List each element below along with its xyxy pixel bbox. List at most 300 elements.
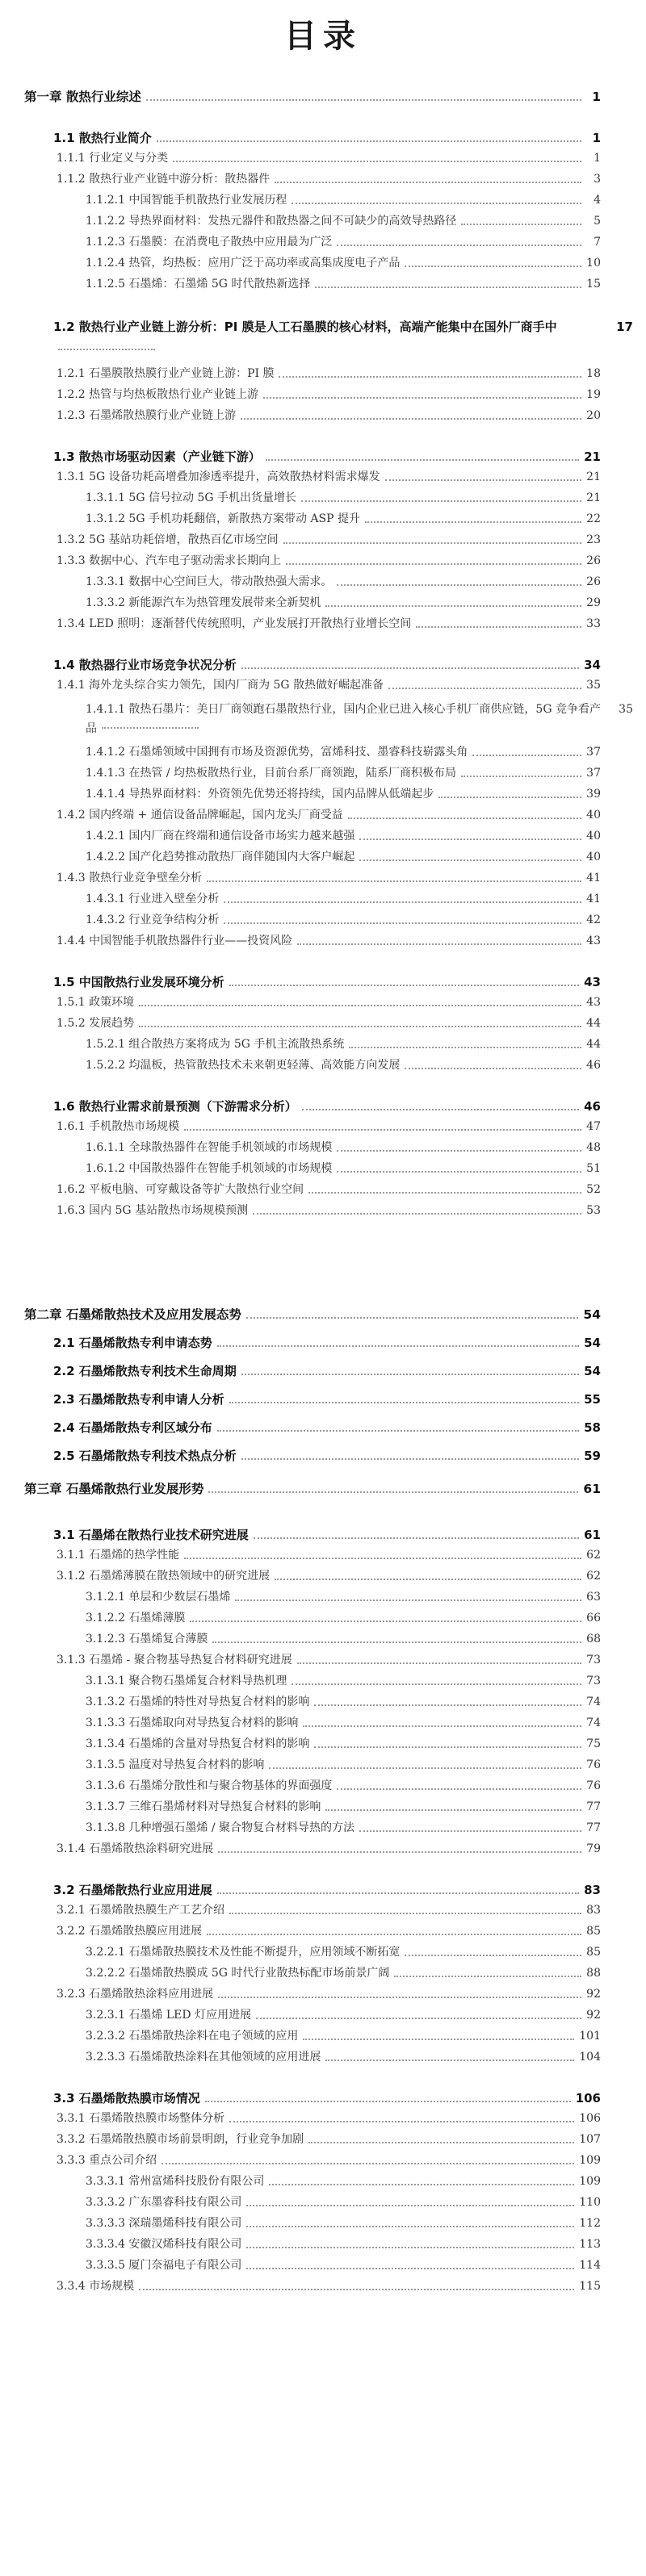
toc-entry-page-number: 53 <box>586 1204 601 1217</box>
toc-entry-l3[interactable] <box>0 935 646 948</box>
toc-entry-title: 3.1.3.6 石墨烯分散性和与聚合物基体的界面强度 <box>86 1779 333 1792</box>
toc-entry-l4[interactable] <box>0 1717 646 1730</box>
toc-entry-title: 3.1.2.1 单层和少数层石墨烯 <box>86 1591 231 1604</box>
toc-entry-l4[interactable] <box>0 1967 646 1980</box>
toc-entry-title: 3.1.3.2 石墨烯的特性对导热复合材料的影响 <box>86 1696 310 1708</box>
dot-leader <box>208 1491 578 1493</box>
dot-leader <box>139 2289 574 2290</box>
toc-entry-chapter[interactable] <box>0 1482 646 1496</box>
toc-entry-title: 1.4.1.3 在热管 / 均热板散热行业，目前台系厂商领跑，陆系厂商积极布局 <box>86 767 457 780</box>
toc-entry-title: 1.2 散热行业产业链上游分析：PI 膜是人工石墨膜的核心材料，高端产能集中在国外厂商手中 <box>53 320 557 334</box>
toc-entry-title: 3.2.3.1 石墨烯 LED 灯应用进展 <box>86 2009 252 2022</box>
toc-entry-l4[interactable] <box>0 914 646 927</box>
toc-entry-title: 1.6.1.1 全球散热器件在智能手机领域的市场规模 <box>86 1141 333 1154</box>
toc-entry-page-number: 35 <box>586 679 601 692</box>
dot-leader <box>253 1213 581 1215</box>
toc-entry-title: 3.3.3.4 安徽汉烯科技有限公司 <box>86 2238 242 2251</box>
toc-entry-l2[interactable] <box>0 1336 646 1350</box>
dot-leader <box>246 2268 574 2269</box>
toc-entry-page-number: 46 <box>586 1059 601 1072</box>
toc-entry-page-number: 115 <box>579 2280 601 2293</box>
toc-entry-l4[interactable] <box>0 1162 646 1176</box>
toc-entry-page-number: 85 <box>586 1925 601 1938</box>
toc-entry-page-number: 83 <box>586 1904 601 1917</box>
dot-leader <box>275 182 581 183</box>
toc-entry-l4[interactable] <box>0 1821 646 1835</box>
toc-entry-title: 1.4.1.4 导热界面材料：外资领先优势还将持续，国内品牌从低端起步 <box>86 788 434 801</box>
toc-entry-title: 1.3.1.2 5G 手机功耗翻倍，新散热方案带动 ASP 提升 <box>86 512 360 525</box>
dot-leader <box>241 1374 579 1375</box>
toc-entry-l3[interactable] <box>0 1017 646 1031</box>
toc-entry-page-number: 43 <box>584 975 601 989</box>
toc-entry-page-number: 54 <box>583 1307 601 1322</box>
toc-entry-title: 1.3.3 数据中心、汽车电子驱动需求长期向上 <box>57 554 282 567</box>
toc-entry-l4[interactable] <box>0 2175 646 2189</box>
toc-entry-page-number: 33 <box>586 617 601 630</box>
toc-entry-l4[interactable] <box>0 2196 646 2210</box>
toc-entry-page-number: 61 <box>584 1528 601 1542</box>
toc-entry-page-number: 106 <box>579 2112 601 2125</box>
toc-entry-page-number: 62 <box>586 1570 601 1583</box>
dot-leader <box>292 1683 581 1685</box>
toc-entry-page-number: 92 <box>586 2009 601 2022</box>
toc-entry-page-number: 76 <box>586 1758 601 1771</box>
toc-entry-page-number: 42 <box>586 914 601 926</box>
toc-entry-l3[interactable] <box>0 872 646 885</box>
dot-leader <box>337 1171 581 1173</box>
toc-entry-page-number: 61 <box>583 1482 601 1496</box>
toc-entry-title: 1.5.2 发展趋势 <box>57 1017 135 1030</box>
toc-entry-l4[interactable] <box>0 596 646 610</box>
toc-entry-l3[interactable] <box>0 1654 646 1667</box>
toc-entry-l3[interactable] <box>0 1549 646 1562</box>
toc-entry-title: 3.1.3.7 三维石墨烯材料对导热复合材料的影响 <box>86 1800 321 1813</box>
toc-entry-l4[interactable] <box>0 1779 646 1793</box>
toc-entry-title: 3.3.3.2 广东墨睿科技有限公司 <box>86 2196 242 2209</box>
toc-entry-title: 3.3.3.1 常州富烯科技股份有限公司 <box>86 2175 265 2188</box>
dot-leader <box>184 1129 581 1131</box>
toc-entry-l4[interactable] <box>0 2030 646 2043</box>
toc-entry-page-number: 3 <box>594 173 601 186</box>
dot-leader <box>337 1150 581 1152</box>
toc-entry-page-number: 20 <box>586 409 601 422</box>
toc-entry-l4[interactable] <box>0 1633 646 1646</box>
toc-entry-title: 3.2.3.2 石墨烯散热涂料在电子领域的应用 <box>86 2030 299 2043</box>
toc-entry-page-number: 48 <box>586 1141 601 1154</box>
dot-leader <box>139 1005 581 1006</box>
toc-entry-page-number: 37 <box>586 746 601 759</box>
toc-entry-l2[interactable] <box>0 1393 646 1407</box>
toc-entry-title: 1.2.2 热管与均热板散热行业产业链上游 <box>57 388 259 401</box>
dot-leader <box>58 349 155 350</box>
toc-entry-title: 3.1.3.5 温度对导热复合材料的影响 <box>86 1758 265 1771</box>
toc-entry-page-number: 10 <box>586 257 601 270</box>
toc-entry-title: 1.4.1.1 散热石墨片：美日厂商领跑石墨散热行业，国内企业已进入核心手机厂商供应链，5G 竞争看产品 <box>86 703 601 735</box>
dot-leader <box>246 2247 574 2248</box>
toc-entry-l4[interactable] <box>0 215 646 228</box>
toc-entry-page-number: 41 <box>586 893 601 905</box>
toc-entry-title: 1.3.2 5G 基站功耗倍增，散热百亿市场空间 <box>57 533 279 546</box>
toc-entry-l4[interactable] <box>0 830 646 843</box>
toc-entry-l4[interactable] <box>0 1675 646 1688</box>
toc-entry-page-number: 43 <box>586 996 601 1009</box>
toc-entry-page-number: 43 <box>586 935 601 947</box>
toc-entry-title: 3.2.3.3 石墨烯散热涂料在其他领域的应用进展 <box>86 2051 321 2064</box>
dot-leader <box>359 859 581 861</box>
dot-leader <box>388 688 581 689</box>
toc-entry-chapter[interactable] <box>0 1308 646 1322</box>
toc-entry-title: 1.1.2 散热行业产业链中游分析：散热器件 <box>57 173 271 186</box>
toc-entry-title: 1.4.2 国内终端 + 通信设备品牌崛起，国内龙头厂商受益 <box>57 809 343 822</box>
toc-entry-title: 1.5.2.1 组合散热方案将成为 5G 手机主流散热系统 <box>86 1038 345 1051</box>
toc-entry-l3[interactable] <box>0 809 646 822</box>
dot-leader <box>286 563 581 565</box>
dot-leader <box>302 1109 579 1110</box>
dot-leader <box>405 1955 581 1956</box>
toc-entry-title: 1.4.3.2 行业竞争结构分析 <box>86 914 220 926</box>
dot-leader <box>337 584 581 586</box>
toc-entry-page-number: 1 <box>592 90 601 104</box>
toc-entry-l2[interactable] <box>0 2092 646 2106</box>
toc-entry-title: 3.1.3.3 石墨烯取向对导热复合材料的影响 <box>86 1717 299 1729</box>
toc-entry-page-number: 40 <box>586 851 601 864</box>
page-title: 目录 <box>284 18 362 55</box>
toc-entry-page-number: 19 <box>586 388 601 401</box>
toc-entry-l4[interactable] <box>0 2238 646 2252</box>
toc-entry-l2[interactable] <box>0 659 646 672</box>
toc-entry-page-number: 66 <box>586 1612 601 1625</box>
toc-entry-l3[interactable] <box>0 1120 646 1134</box>
dot-leader <box>297 943 581 945</box>
toc-entry-l3[interactable] <box>0 2154 646 2168</box>
toc-entry-page-number: 113 <box>579 2238 601 2251</box>
toc-entry-l4[interactable] <box>0 278 646 291</box>
toc-entry-title: 1.1.2.4 热管，均热板：应用广泛于高功率或高集成度电子产品 <box>86 257 401 270</box>
dot-leader <box>263 397 581 399</box>
toc-entry-page-number: 47 <box>586 1120 601 1133</box>
toc-entry-l4[interactable] <box>0 1141 646 1155</box>
toc-entry-chapter[interactable] <box>0 90 646 104</box>
toc-entry-page-number: 79 <box>586 1842 601 1855</box>
toc-entry-l3[interactable] <box>0 470 646 484</box>
dot-leader <box>303 2039 574 2040</box>
toc-entry-page-number: 59 <box>584 1449 601 1463</box>
toc-entry-l2[interactable] <box>0 1100 646 1114</box>
toc-entry-l3[interactable] <box>0 617 646 631</box>
toc-entry-page-number: 104 <box>579 2051 601 2064</box>
toc-entry-l4[interactable] <box>0 236 646 249</box>
toc-entry-page-number: 63 <box>586 1591 601 1604</box>
toc-entry-l4[interactable] <box>0 2217 646 2231</box>
toc-entry-title: 3.1.2.2 石墨烯薄膜 <box>86 1612 186 1625</box>
toc-entry-page-number: 109 <box>579 2175 601 2188</box>
toc-entry-page-number: 68 <box>586 1633 601 1646</box>
toc-entry-title: 3.2.2.1 石墨烯散热膜技术及性能不断提升，应用领域不断拓宽 <box>86 1946 401 1959</box>
toc-entry-l4[interactable] <box>0 1059 646 1073</box>
toc-entry-page-number: 26 <box>586 575 601 588</box>
toc-entry-l3[interactable] <box>0 1842 646 1856</box>
dot-leader <box>275 1579 581 1580</box>
dot-leader <box>472 755 581 756</box>
toc-entry-title: 1.5 中国散热行业发展环境分析 <box>53 976 224 989</box>
toc-entry-title: 2.1 石墨烯散热专利申请态势 <box>53 1336 212 1350</box>
toc-entry-l3[interactable] <box>0 554 646 568</box>
toc-entry-l3[interactable] <box>0 388 646 402</box>
toc-entry-l2[interactable] <box>0 1528 646 1542</box>
dot-leader <box>229 2121 574 2122</box>
toc-entry-page-number: 21 <box>586 491 601 504</box>
toc-entry-l3[interactable] <box>0 173 646 186</box>
dot-leader <box>325 2060 574 2061</box>
toc-entry-title: 3.3.4 市场规模 <box>57 2280 135 2293</box>
toc-entry-l2[interactable] <box>0 1421 646 1435</box>
toc-entry-l3[interactable] <box>0 2112 646 2126</box>
dot-leader <box>314 1746 581 1748</box>
toc-entry-l3[interactable] <box>0 2133 646 2147</box>
toc-entry-title: 1.3.3.2 新能源汽车为热管理发展带来全新契机 <box>86 596 321 609</box>
toc-entry-page-number: 110 <box>579 2196 601 2209</box>
toc-entry-title: 3.1.3.8 几种增强石墨烯 / 聚合物复合材料导热的方法 <box>86 1821 355 1834</box>
toc-entry-title: 3.1.4 石墨烯散热涂料研究进展 <box>57 1842 214 1855</box>
toc-entry-l4[interactable] <box>0 700 646 738</box>
toc-entry-title: 3.3.3.3 深瑞墨烯科技有限公司 <box>86 2217 242 2230</box>
dot-leader <box>190 1620 581 1622</box>
toc-entry-page-number: 54 <box>584 1336 601 1350</box>
dot-leader <box>241 418 581 420</box>
toc-entry-l4[interactable] <box>0 257 646 270</box>
toc-entry-page-number: 7 <box>594 236 601 249</box>
dot-leader <box>394 1976 581 1977</box>
dot-leader <box>385 479 581 481</box>
toc-entry-l4[interactable] <box>0 893 646 906</box>
toc-entry-l3[interactable] <box>0 533 646 547</box>
dot-leader <box>207 880 581 882</box>
toc-entry-title: 1.4.4 中国智能手机散热器件行业——投资风险 <box>57 935 293 947</box>
toc-entry-page-number: 73 <box>586 1675 601 1687</box>
dot-leader <box>218 1851 581 1853</box>
toc-entry-page-number: 54 <box>584 1364 601 1378</box>
toc-entry-page-number: 26 <box>586 554 601 567</box>
toc-entry-title: 3.3.3 重点公司介绍 <box>57 2154 157 2167</box>
toc-entry-title: 1.3.1.1 5G 信号拉动 5G 手机出货量增长 <box>86 491 296 504</box>
dot-leader <box>235 1600 581 1601</box>
toc-entry-page-number: 107 <box>579 2133 601 2146</box>
toc-entry-page-number: 109 <box>579 2154 601 2167</box>
toc-entry-page-number: 83 <box>584 1883 601 1897</box>
toc-entry-page-number: 76 <box>586 1779 601 1792</box>
toc-entry-l4[interactable] <box>0 1738 646 1751</box>
toc-entry-l2[interactable] <box>0 976 646 989</box>
toc-entry-title: 第二章 石墨烯散热技术及应用发展态势 <box>24 1308 241 1322</box>
dot-leader <box>405 266 581 267</box>
toc-entry-l3[interactable] <box>0 2280 646 2294</box>
toc-entry-l4[interactable] <box>0 2009 646 2022</box>
toc-entry-page-number: 40 <box>586 830 601 843</box>
toc-entry-l3[interactable] <box>0 152 646 165</box>
toc-entry-title: 1.2.1 石墨膜散热膜行业产业链上游：PI 膜 <box>57 367 275 380</box>
toc-entry-l4[interactable] <box>0 2259 646 2273</box>
dot-leader <box>217 1892 579 1894</box>
dot-leader <box>314 1704 581 1706</box>
toc-entry-page-number: 58 <box>584 1420 601 1435</box>
toc-entry-page-number: 114 <box>579 2259 601 2272</box>
dot-leader <box>365 521 581 523</box>
toc-entry-title: 1.5.1 政策环境 <box>57 996 135 1009</box>
dot-leader <box>102 727 199 729</box>
toc-entry-title: 1.4.1.2 石墨烯领域中国拥有市场及资源优势，富烯科技、墨睿科技崭露头角 <box>86 746 468 759</box>
dot-leader <box>349 1047 581 1048</box>
dot-leader <box>217 1430 579 1432</box>
toc-entry-l4[interactable] <box>0 491 646 505</box>
dot-leader <box>246 1317 579 1319</box>
dot-leader <box>461 776 581 777</box>
toc-entry-title: 3.1.1 石墨烯的热学性能 <box>57 1549 180 1562</box>
toc-entry-title: 3.1 石墨烯在散热行业技术研究进展 <box>53 1528 249 1542</box>
toc-entry-l4[interactable] <box>0 788 646 801</box>
dot-leader <box>157 140 581 142</box>
toc-entry-title: 1.6.1.2 中国散热器件在智能手机领域的市场规模 <box>86 1162 333 1175</box>
dot-leader <box>218 1997 581 1998</box>
toc-entry-title: 1.6.2 平板电脑、可穿戴设备等扩大散热行业空间 <box>57 1183 304 1196</box>
dot-leader <box>325 1809 581 1811</box>
toc-entry-l3[interactable] <box>0 1988 646 2001</box>
dot-leader <box>184 1558 581 1559</box>
toc-entry-title: 2.5 石墨烯散热专利技术热点分析 <box>53 1449 237 1463</box>
dot-leader <box>224 901 581 903</box>
dot-leader <box>224 922 581 924</box>
dot-leader <box>205 2101 571 2102</box>
toc-entry-l4[interactable] <box>0 1758 646 1772</box>
toc-entry-page-number: 5 <box>594 215 601 228</box>
toc-entry-l2[interactable] <box>0 132 646 145</box>
toc-entry-page-number: 44 <box>586 1017 601 1030</box>
dot-leader <box>139 1026 581 1027</box>
dot-leader <box>207 1934 581 1935</box>
toc-entry-title: 1.4.2.1 国内厂商在终端和通信设备市场实力越来越强 <box>86 830 355 843</box>
toc-entry-page-number: 52 <box>586 1183 601 1196</box>
toc-entry-title: 3.3.1 石墨烯散热膜市场整体分析 <box>57 2112 225 2125</box>
toc-entry-l3[interactable] <box>0 1183 646 1197</box>
toc-entry-l4[interactable] <box>0 1800 646 1814</box>
toc-entry-l2[interactable] <box>0 1449 646 1463</box>
toc-entry-l2[interactable] <box>0 316 646 361</box>
toc-entry-title: 第一章 散热行业综述 <box>24 90 141 104</box>
toc-entry-l4[interactable] <box>0 1946 646 1959</box>
dot-leader <box>315 286 581 288</box>
toc-entry-l3[interactable] <box>0 679 646 692</box>
toc-entry-page-number: 37 <box>586 767 601 780</box>
toc-entry-title: 3.1.2 石墨烯薄膜在散热领域中的研究进展 <box>57 1570 271 1583</box>
dot-leader <box>217 1345 579 1347</box>
dot-leader <box>229 1402 579 1403</box>
toc-entry-title: 2.3 石墨烯散热专利申请人分析 <box>53 1393 224 1407</box>
toc-entry-title: 3.1.3.4 石墨烯的含量对导热复合材料的影响 <box>86 1738 310 1750</box>
toc-entry-title: 1.1.2.1 中国智能手机散热行业发展历程 <box>86 194 287 207</box>
toc-entry-title: 3.2.2 石墨烯散热膜应用进展 <box>57 1925 203 1938</box>
toc-entry-l4[interactable] <box>0 1038 646 1052</box>
toc-entry-page-number: 41 <box>586 872 601 884</box>
dot-leader <box>279 376 581 378</box>
toc-entry-title: 3.2.1 石墨烯散热膜生产工艺介绍 <box>57 1904 225 1917</box>
toc-entry-page-number: 75 <box>586 1738 601 1750</box>
toc-entry-l3[interactable] <box>0 1925 646 1938</box>
toc-entry-l2[interactable] <box>0 1884 646 1897</box>
toc-entry-l4[interactable] <box>0 767 646 780</box>
toc-entry-page-number: 1 <box>594 152 601 165</box>
toc-entry-title: 1.1 散热行业简介 <box>53 132 152 145</box>
toc-entry-title: 1.3.1 5G 设备功耗高增叠加渗透率提升，高效散热材料需求爆发 <box>57 470 380 483</box>
toc-entry-page-number: 85 <box>586 1946 601 1959</box>
toc-entry-l3[interactable] <box>0 1204 646 1218</box>
toc-entry-title: 1.4.3.1 行业进入壁垒分析 <box>86 893 220 905</box>
toc-entry-page-number: 17 <box>616 320 633 334</box>
toc-entry-page-number: 73 <box>586 1654 601 1666</box>
toc-entry-title: 3.3 石墨烯散热膜市场情况 <box>53 2092 200 2106</box>
toc-entry-title: 第三章 石墨烯散热行业发展形势 <box>24 1482 204 1496</box>
toc-entry-title: 3.2 石墨烯散热行业应用进展 <box>53 1884 212 1897</box>
toc-entry-title: 1.5.2.2 均温板，热管散热技术未来朝更轻薄、高效能方向发展 <box>86 1059 401 1072</box>
dot-leader <box>162 2163 574 2164</box>
toc-entry-l3[interactable] <box>0 367 646 381</box>
toc-entry-page-number: 35 <box>619 703 633 716</box>
dot-leader <box>266 459 579 461</box>
toc-entry-l4[interactable] <box>0 575 646 589</box>
toc-entry-title: 1.6.1 手机散热市场规模 <box>57 1120 180 1133</box>
toc-entry-l4[interactable] <box>0 2051 646 2064</box>
toc-entry-title: 2.2 石墨烯散热专利技术生命周期 <box>53 1365 237 1378</box>
toc-entry-title: 1.3.4 LED 照明：逐渐替代传统照明，产业发展打开散热行业增长空间 <box>57 617 412 630</box>
toc-entry-l4[interactable] <box>0 851 646 864</box>
table-of-contents <box>0 90 646 2294</box>
dot-leader <box>269 2184 574 2185</box>
dot-leader <box>241 667 579 669</box>
toc-entry-title: 3.3.2 石墨烯散热膜市场前景明朗，行业竞争加剧 <box>57 2133 304 2146</box>
toc-entry-page-number: 15 <box>586 278 601 291</box>
toc-entry-title: 1.1.1 行业定义与分类 <box>57 152 169 165</box>
toc-entry-l2[interactable] <box>0 450 646 464</box>
toc-entry-l4[interactable] <box>0 1612 646 1625</box>
toc-entry-title: 3.1.2.3 石墨烯复合薄膜 <box>86 1633 208 1646</box>
toc-entry-title: 1.1.2.5 石墨烯：石墨烯 5G 时代散热新选择 <box>86 278 311 291</box>
toc-entry-page-number: 34 <box>584 658 601 672</box>
toc-entry-l4[interactable] <box>0 1591 646 1604</box>
dot-leader <box>337 1788 581 1790</box>
toc-entry-page-number: 101 <box>579 2030 601 2043</box>
toc-entry-page-number: 55 <box>584 1392 601 1407</box>
dot-leader <box>269 1767 581 1769</box>
toc-entry-title: 1.6 散热行业需求前景预测（下游需求分析） <box>53 1100 297 1114</box>
toc-entry-page-number: 4 <box>594 194 601 207</box>
toc-entry-title: 1.4.3 散热行业竞争壁垒分析 <box>57 872 203 884</box>
toc-entry-l3[interactable] <box>0 1570 646 1583</box>
toc-entry-l4[interactable] <box>0 1696 646 1709</box>
toc-entry-l2[interactable] <box>0 1365 646 1378</box>
toc-entry-page-number: 22 <box>586 512 601 525</box>
toc-entry-l3[interactable] <box>0 996 646 1010</box>
toc-entry-title: 1.4.2.2 国产化趋势推动散热厂商伴随国内大客户崛起 <box>86 851 355 864</box>
toc-entry-l4[interactable] <box>0 512 646 526</box>
dot-leader <box>229 1913 581 1914</box>
toc-entry-l3[interactable] <box>0 1904 646 1917</box>
dot-leader <box>146 99 581 101</box>
toc-entry-page-number: 46 <box>584 1099 601 1114</box>
toc-entry-page-number: 77 <box>586 1821 601 1834</box>
toc-entry-l3[interactable] <box>0 409 646 423</box>
toc-entry-page-number: 112 <box>579 2217 601 2230</box>
dot-leader <box>308 1192 581 1194</box>
toc-entry-l4[interactable] <box>0 194 646 207</box>
toc-entry-l4[interactable] <box>0 746 646 759</box>
